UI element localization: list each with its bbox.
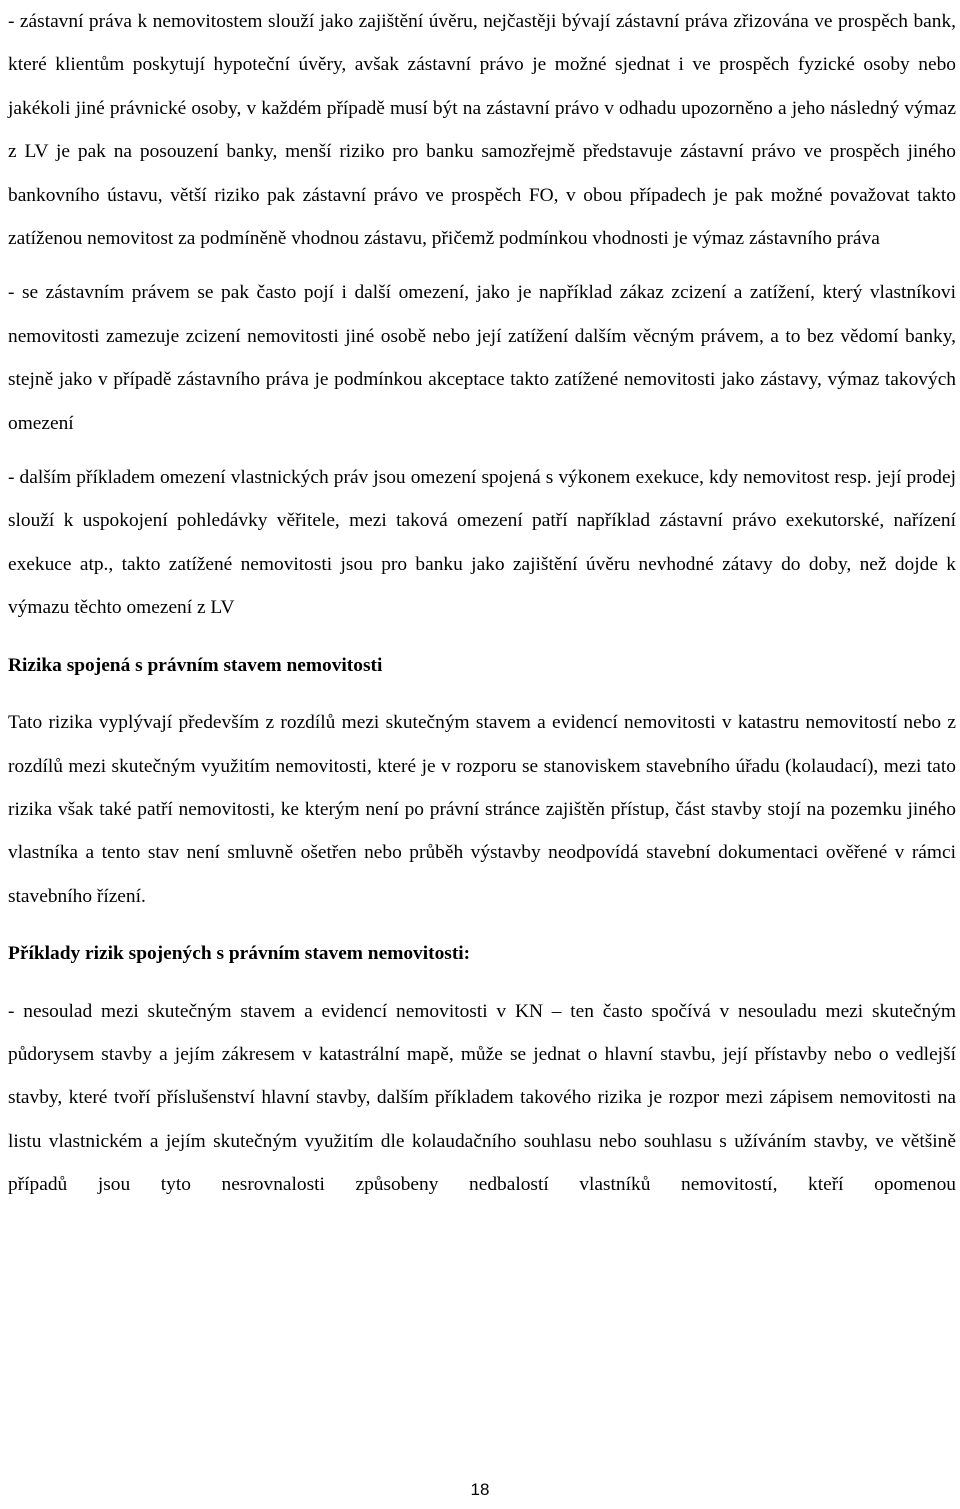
- paragraph-mortgage-liens: - zástavní práva k nemovitostem slouží jako zajištění úvěru, nejčastěji bývají zástavní práva zřizována ve prospěch bank, které klientům poskytují hypoteční úvěry, avšak zástavní právo je možné sjednat i ve prospěch fyzické osoby nebo jakékoli jiné právnické osoby, v každém případě musí být na zástavní právo v odhadu upozorněno a jeho následný výmaz z LV je pak na posouzení banky, menší riziko pro banku samozřejmě představuje zástavní právo ve prospěch jiného bankovního ústavu, větší riziko pak zástavní právo ve prospěch FO, v obou případech je pak možné považovat takto zatíženou nemovitost za podmíněně vhodnou zástavu, přičemž podmínkou vhodnosti je výmaz zástavního práva: [8, 11, 956, 250]
- section-heading-risk-examples: Příklady rizik spojených s právním stavem nemovitosti:: [8, 943, 471, 965]
- paragraph-cadastre-mismatch: - nesoulad mezi skutečným stavem a evidencí nemovitosti v KN – ten často spočívá v nesouladu mezi skutečným půdorysem stavby a jejím zákresem v katastrální mapě, může se jednat o hlavní stavbu, její přístavby nebo o vedlejší stavby, které tvoří příslušenství hlavní stavby, dalším příkladem takového rizika je rozpor mezi zápisem nemovitosti na listu vlastnickém a jejím skutečným využitím dle kolaudačního souhlasu nebo souhlasu s užíváním stavby, ve většině případů jsou tyto nesrovnalosti způsobeny nedbalostí vlastníků nemovitostí, kteří opomenou: [8, 1000, 956, 1196]
- document-page: [8, 0, 956, 1207]
- paragraph-legal-risks: Tato rizika vyplývají především z rozdílů mezi skutečným stavem a evidencí nemovitosti v katastru nemovitostí nebo z rozdílů mezi skutečným využitím nemovitosti, které je v rozporu se stanoviskem stavebního úřadu (kolaudací), mezi tato rizika však také patří nemovitosti, ke kterým není po právní stránce zajištěn přístup, část stavby stojí na pozemku jiného vlastníka a tento stav není smluvně ošetřen nebo průběh výstavby neodpovídá stavební dokumentaci ověřené v rámci stavebního řízení.: [8, 712, 956, 907]
- paragraph-alienation-ban: - se zástavním právem se pak často pojí i další omezení, jako je například zákaz zcizení a zatížení, který vlastníkovi nemovitosti zamezuje zcizení nemovitosti jiné osobě nebo její zatížení dalším věcným právem, a to bez vědomí banky, stejně jako v případě zástavního práva je podmínkou akceptace takto zatížené nemovitosti jako zástavy, výmaz takových omezení: [8, 282, 956, 434]
- paragraph-execution-restrictions: - dalším příkladem omezení vlastnických práv jsou omezení spojená s výkonem exekuce, kdy nemovitost resp. její prodej slouží k uspokojení pohledávky věřitele, mezi taková omezení patří například zástavní právo exekutorské, nařízení exekuce atp., takto zatížené nemovitosti jsou pro banku jako zajištění úvěru nevhodné zátavy do doby, než dojde k výmazu těchto omezení z LV: [8, 467, 956, 619]
- page-number: 18: [470, 1480, 490, 1499]
- section-heading-legal-risks: Rizika spojená s právním stavem nemovitosti: [8, 654, 383, 676]
